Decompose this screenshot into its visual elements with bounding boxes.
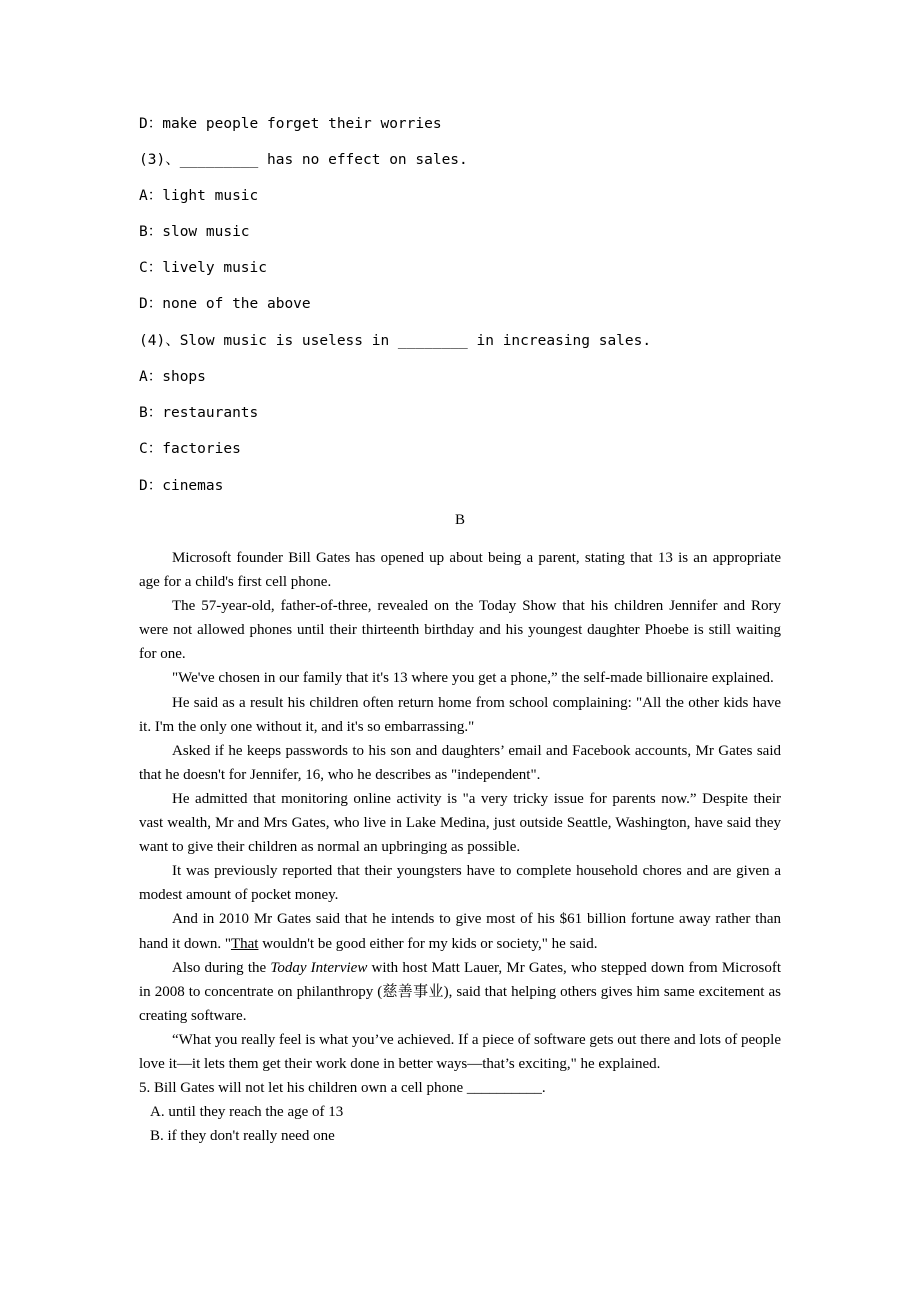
text-run: wouldn't be good either for my kids or society," he said.	[258, 935, 598, 952]
paragraph: He admitted that monitoring online activity is "a very tricky issue for parents now.” Despite their vast wealth, Mr and Mrs Gates, who live in Lake Medina, just outside Seattle, Washington, have said they want to give their children as normal an upbringing as possible.	[139, 790, 781, 856]
q4-option-a: A：shops	[139, 369, 206, 385]
italic-title: Today Interview	[270, 959, 368, 976]
paragraph	[139, 907, 781, 955]
underlined-word: That	[230, 935, 259, 952]
q5-stem: 5. Bill Gates will not let his children own a cell phone __________.	[139, 1080, 546, 1097]
section-heading: B	[454, 512, 465, 528]
q5-option-b: B. if they don't really need one	[150, 1128, 335, 1145]
q3-stem: (3)、_________ has no effect on sales.	[139, 152, 468, 168]
q3-option-a: A：light music	[139, 188, 259, 204]
reading-passage	[139, 546, 781, 1148]
paragraph: “What you really feel is what you’ve achieved. If a piece of software gets out there and lots of people love it—it lets them get their work done in better ways—that’s exciting," he explained.	[139, 1031, 781, 1072]
paragraph: The 57-year-old, father-of-three, revealed on the Today Show that his children Jennifer and Rory were not allowed phones until their thirteenth birthday and his youngest daughter Phoebe is still waiting for one.	[139, 598, 781, 663]
q4-stem: (4)、Slow music is useless in ________ in increasing sales.	[139, 333, 652, 349]
paragraph: He said as a result his children often return home from school complaining: "All the other kids have it. I'm the only one without it, and it's so embarrassing."	[139, 694, 781, 735]
paragraph: "We've chosen in our family that it's 13 where you get a phone,” the self-made billionaire explained.	[172, 670, 774, 687]
text-run: with host Matt Lauer, Mr Gates, who stepped down from Microsoft in 2008 to concentrate on philanthropy (慈善事业), said that helping others gives him same excitement as creating software.	[139, 959, 781, 1024]
paragraph: It was previously reported that their youngsters have to complete household chores and are given a modest amount of pocket money.	[139, 863, 781, 904]
q5-option-a: A. until they reach the age of 13	[150, 1104, 344, 1121]
paragraph: Microsoft founder Bill Gates has opened up about being a parent, stating that 13 is an appropriate age for a child's first cell phone.	[139, 550, 781, 591]
q2-option-d: D：make people forget their worries	[139, 116, 442, 132]
paragraph	[139, 956, 781, 1028]
q3-option-d: D：none of the above	[139, 296, 311, 312]
text-run: Also during the	[172, 959, 271, 976]
paragraph: Asked if he keeps passwords to his son and daughters’ email and Facebook accounts, Mr Gates said that he doesn't for Jennifer, 16, who he describes as "independent".	[139, 742, 781, 783]
q3-option-b: B：slow music	[139, 224, 250, 240]
q3-option-c: C：lively music	[139, 260, 267, 276]
q4-option-d: D：cinemas	[139, 478, 224, 494]
q4-option-c: C：factories	[139, 441, 241, 457]
q4-option-b: B：restaurants	[139, 405, 259, 421]
text-run: And in 2010 Mr Gates said that he intends to give most of his $61 billion fortune away rather than hand it down. "	[139, 911, 781, 952]
